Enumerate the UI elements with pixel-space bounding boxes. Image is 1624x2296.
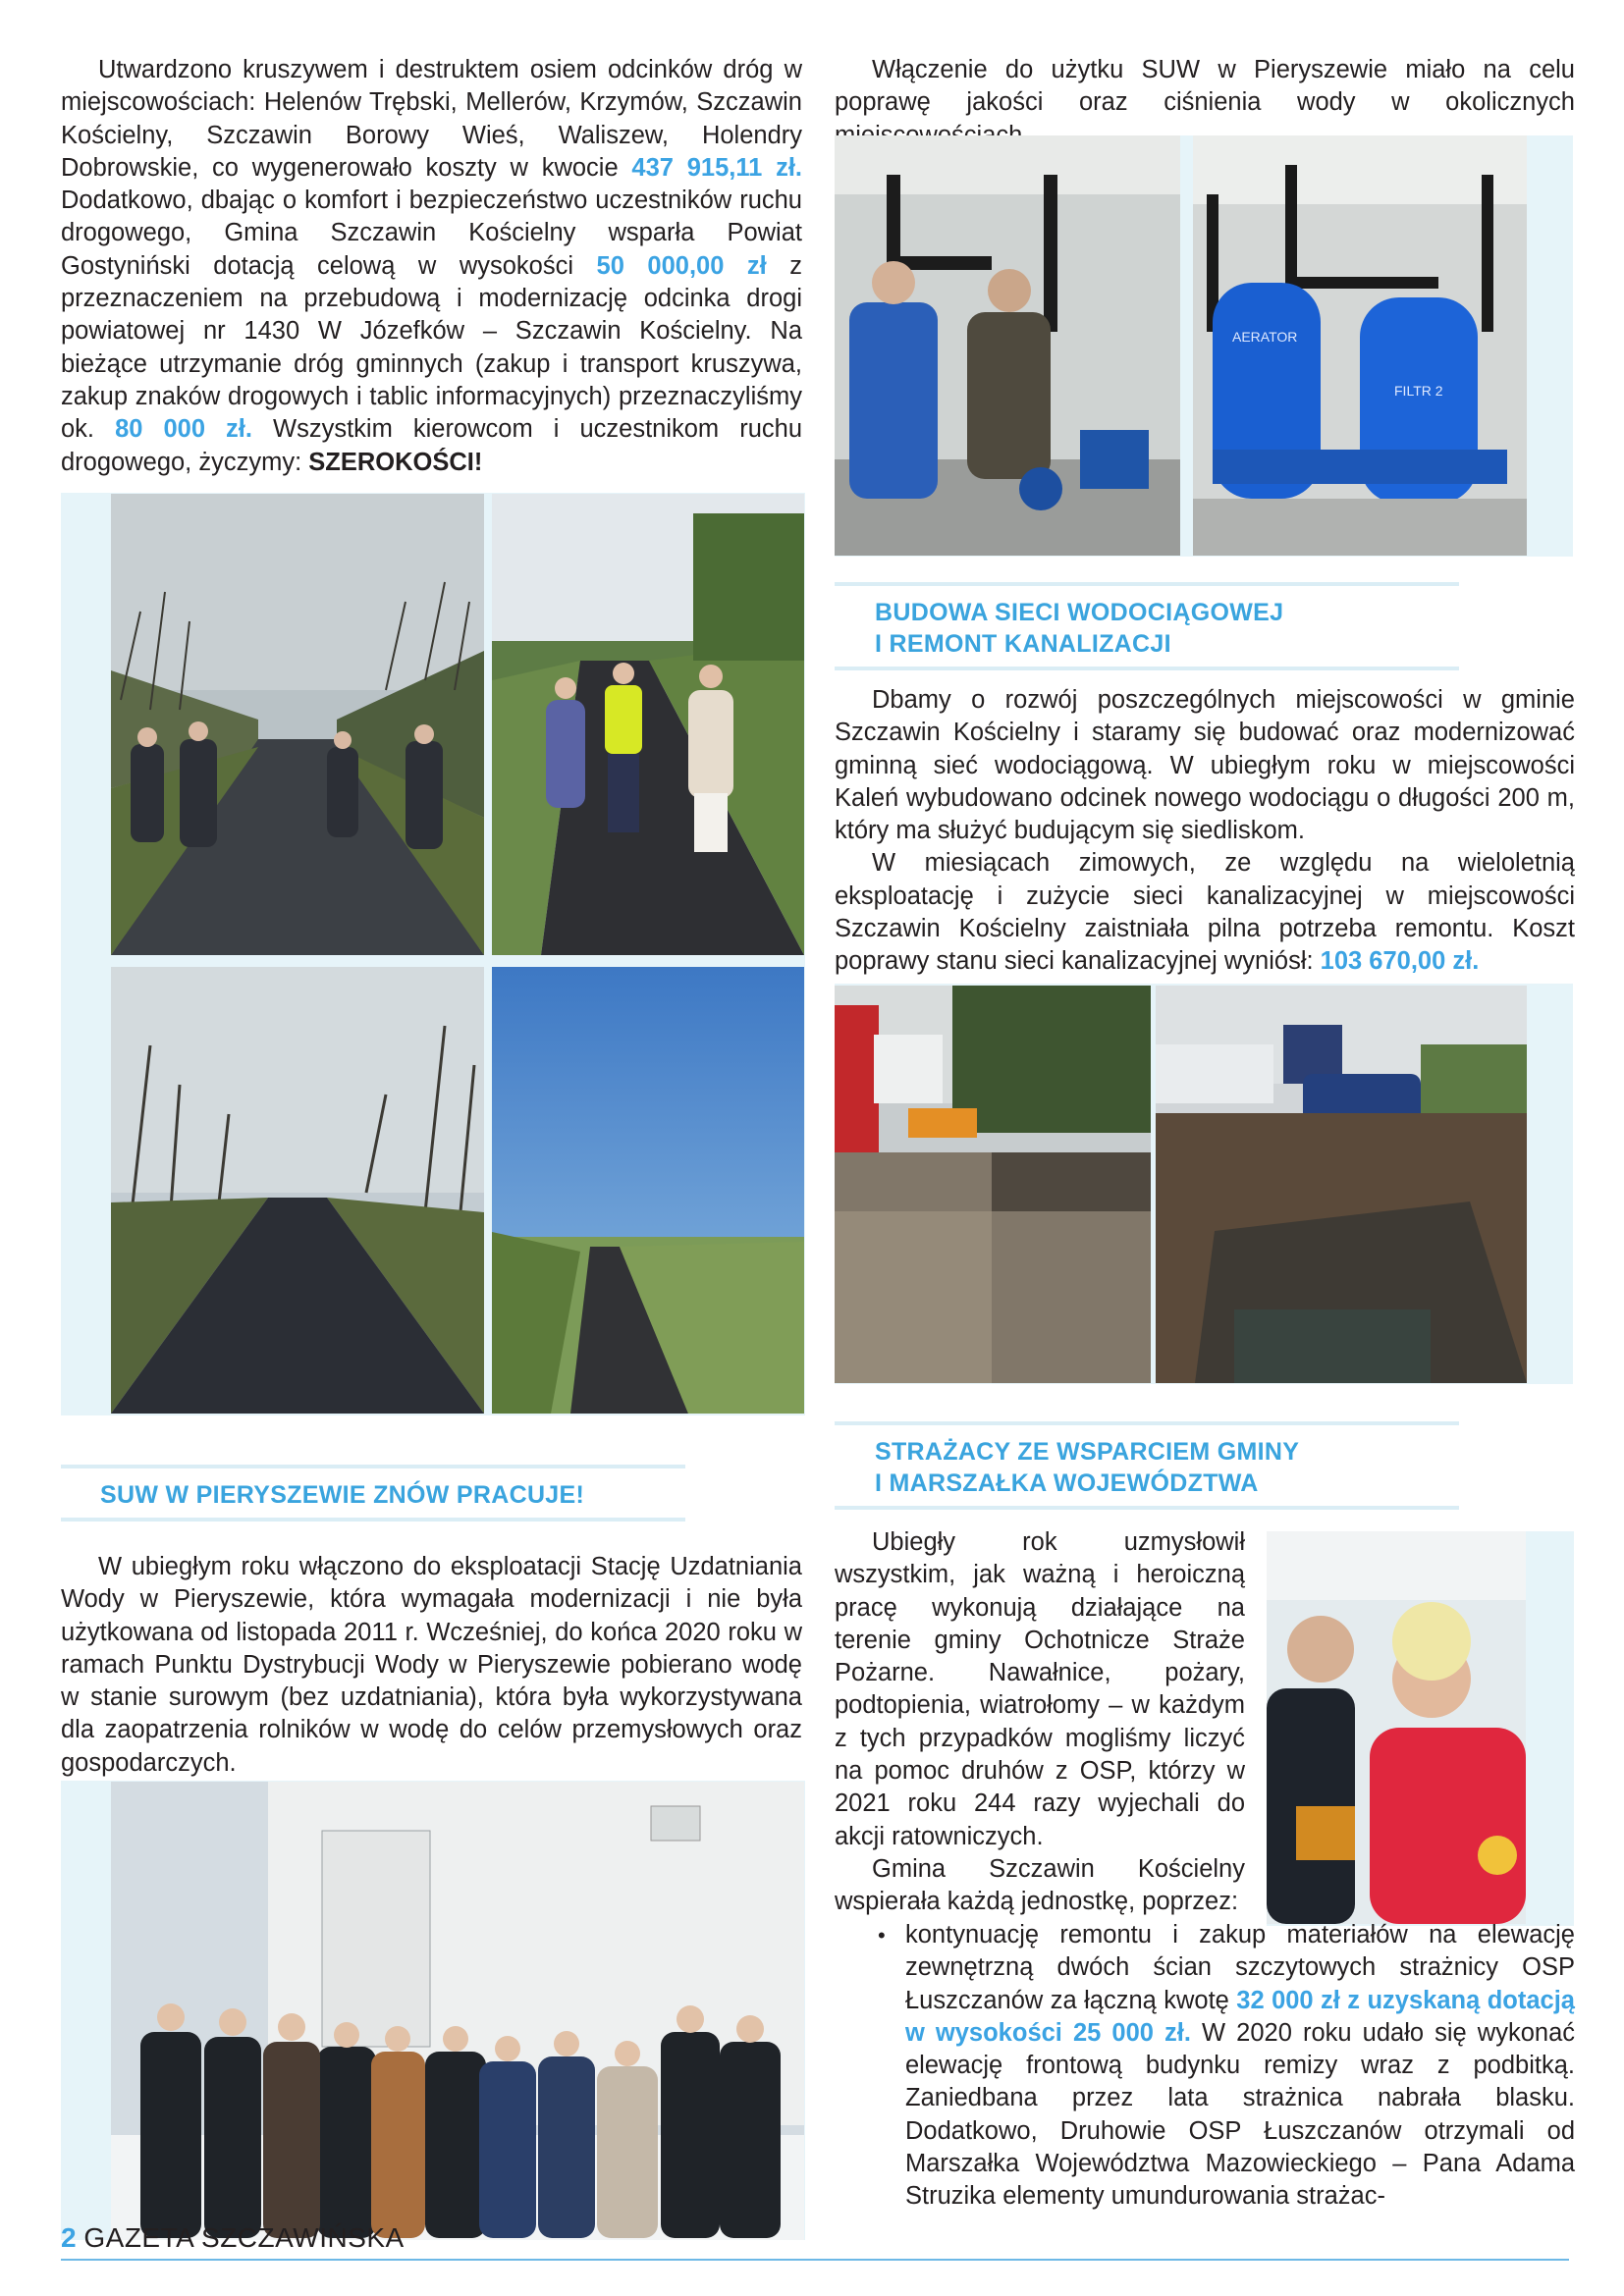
fire-text-narrow xyxy=(835,1526,1245,1919)
water-paragraph-1: Dbamy o rozwój poszczególnych miejscowości w gminie Szczawin Kościelny i staramy się budować oraz modernizować gminną sieć wodociągową. W ubiegłym roku w miejscowości Kaleń wybudowano odcinek nowego wodociągu o długości 200 m, który ma służyć budującym się siedliskom. xyxy=(835,686,1575,845)
intro-text-1: Utwardzono kruszywem i destruktem osiem odcinków dróg w miejscowościach: Helenów Trębski, Mellerów, Krzymów, Szczawin Kościelny, Szczawin Borowy Wieś, Waliszew, Holendry Dobrowskie, co wygenerowało koszty w kwocie xyxy=(61,56,802,182)
bullet-text-2: W 2020 roku udało się wykonać elewację frontową budynku remizy wraz z podbitką. Zaniedbana przez lata strażnica nabrała blasku. Dodatkowo, Druhowie OSP Łuszczanów otrzymali od Marszałka Województwa Mazowieckiego – Pana Adama Struzika elementy umundurowania strażac- xyxy=(905,2018,1575,2211)
fire-bullet xyxy=(835,1919,1575,2214)
fire-heading xyxy=(875,1436,1299,1499)
photo-road-fields xyxy=(492,967,804,1414)
photo-suw-filters xyxy=(1193,135,1527,556)
water-paragraph-2: W miesiącach zimowych, ze względu na wieloletnią eksploatację i zużycie sieci kanalizacyjnej w miejscowości Szczawin Kościelny zaistniała pilna potrzeba remontu. Koszt poprawy stanu sieci kanalizacyjnej wyniósł: 103 670,00 zł. xyxy=(835,849,1575,976)
water-heading xyxy=(875,597,1283,660)
water-heading-line-top xyxy=(835,582,1459,586)
photo-firefighters xyxy=(1267,1531,1526,1924)
photo-sewer-excavator xyxy=(1156,986,1527,1383)
suw-paragraph: W ubiegłym roku włączono do eksploatacji Stację Uzdatniania Wody w Pieryszewie, która wymagała modernizacji i nie była użytkowana od listopada 2011 r. Wcześniej, do końca 2020 roku w ramach Punktu Dystrybucji Wody w Pieryszewie pobierano wodę w stanie surowym (bez uzdatniania), która była wykorzystywana dla zaopatrzenia rolników w wodę do celów przemysłowych oraz gospodarczych. xyxy=(61,1553,802,1777)
photo-suw-water-test xyxy=(835,135,1180,556)
suw-heading-line-bottom xyxy=(61,1518,685,1522)
photo-sewer-street xyxy=(835,986,1151,1383)
water-heading-line-1: BUDOWA SIECI WODOCIĄGOWEJ xyxy=(875,599,1284,626)
photo-suw-group xyxy=(111,1782,804,2240)
fire-heading-line-top xyxy=(835,1421,1459,1425)
water-paragraphs xyxy=(835,684,1575,979)
aerator-label: AERATOR xyxy=(1232,329,1298,345)
fire-heading-line-1: STRAŻACY ZE WSPARCIEM GMINY xyxy=(875,1438,1300,1466)
fire-paragraph-2: Gmina Szczawin Kościelny wspierała każdą jednostkę, poprzez: xyxy=(835,1854,1245,1916)
amount-osp: 32 000 zł z uzyskaną dotacją w wysokości 25 000 zł. xyxy=(905,1986,1575,2047)
water-heading-line-2: I REMONT KANALIZACJI xyxy=(875,630,1171,658)
fire-heading-line-bottom xyxy=(835,1506,1459,1510)
amount-sewer: 103 670,00 zł. xyxy=(1320,947,1480,976)
suw-paragraph-2: Włączenie do użytku SUW w Pieryszewie miało na celu poprawę jakości oraz ciśnienia wody w okolicznych xyxy=(835,56,1575,117)
suw-heading: SUW W PIERYSZEWIE ZNÓW PRACUJE! xyxy=(100,1481,585,1509)
page-number: 2 xyxy=(61,2222,77,2253)
bullet-text-1: kontynuację remontu i zakup materiałów na elewację zewnętrzną dwóch ścian szczytowych strażnicy OSP Łuszczanów za łączną kwotę xyxy=(905,1921,1575,2014)
footer xyxy=(61,2223,405,2253)
photo-road-trees xyxy=(111,967,484,1414)
publication-title: GAZETA SZCZAWIŃSKA xyxy=(83,2222,405,2253)
intro-text-2: Dodatkowo, dbając o komfort i bezpieczeństwo uczestników ruchu drogowego, Gmina Szczawin Kościelny wsparła Powiat Gostyniński dotacją celową w wysokości xyxy=(61,187,802,280)
intro-text-3: z przeznaczeniem na przebudową i modernizację odcinka drogi powiatowej nr 1430 W Józefków – Szczawin Kościelny. Na bieżące utrzymanie dróg gminnych (zakup i transport kruszywa, zakup znaków drogowych i tablic informacyjnych) przeznaczyliśmy ok. xyxy=(61,251,802,444)
closing-wish: SZEROKOŚCI! xyxy=(308,448,483,476)
intro-text-4: Wszystkim kierowcom i uczestnikom ruchu drogowego, życzymy: xyxy=(61,415,802,476)
fire-paragraph-1: Ubiegły rok uzmysłowił wszystkim, jak ważną i heroiczną pracę wykonują działające na terenie gminy Ochotnicze Straże Pożarne. Nawałnice, pożary, podtopienia, wiatrołomy – w każdym z tych przypadków mogliśmy liczyć na pomoc druhów z OSP, którzy w 2021 roku 244 razy wyjechali do akcji ratowniczych. xyxy=(835,1528,1245,1850)
amount-roads: 437 915,11 zł. xyxy=(631,153,802,182)
water-heading-line-bottom xyxy=(835,667,1459,670)
footer-line xyxy=(61,2259,1569,2261)
amount-subsidy: 50 000,00 zł xyxy=(596,251,767,280)
fire-heading-line-2: I MARSZAŁKA WOJEWÓDZTWA xyxy=(875,1469,1259,1497)
filter-label: FILTR 2 xyxy=(1394,383,1443,399)
photo-road-people xyxy=(492,494,804,955)
amount-maintenance: 80 000 zł. xyxy=(115,415,252,444)
intro-paragraph xyxy=(61,54,802,479)
photo-road-officials xyxy=(111,494,484,955)
bullet-dot: • xyxy=(878,1923,886,1948)
suw-heading-line-top xyxy=(61,1465,685,1468)
